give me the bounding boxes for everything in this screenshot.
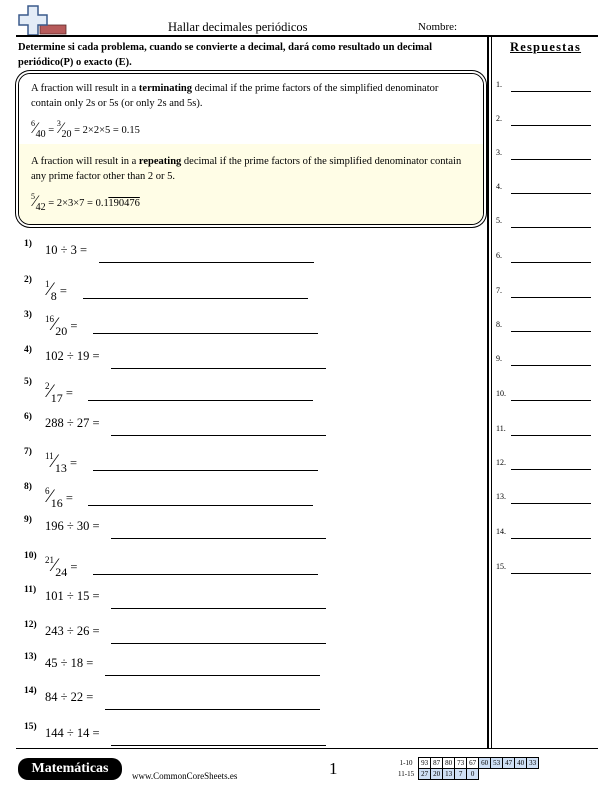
answer-number: 5. bbox=[496, 216, 502, 225]
answer-number: 14. bbox=[496, 527, 506, 536]
fraction: $^2$⁄17 bbox=[45, 381, 63, 405]
answer-line[interactable] bbox=[511, 159, 591, 160]
answer-number: 13. bbox=[496, 492, 506, 501]
problem-number: 15) bbox=[24, 722, 37, 732]
work-line[interactable] bbox=[88, 400, 313, 401]
instructions: Determine si cada problema, cuando se convierte a decimal, dará como resultado un decimal periódico(P) o exacto (E). bbox=[18, 42, 433, 68]
problem-number: 3) bbox=[24, 310, 32, 320]
answer-line[interactable] bbox=[511, 435, 591, 436]
problem-expression: $^2$⁄17 = bbox=[45, 381, 73, 405]
answer-line[interactable] bbox=[511, 331, 591, 332]
problem-expression: 102 ÷ 19 = bbox=[45, 349, 100, 363]
answer-item bbox=[496, 216, 596, 230]
problem-expression: 196 ÷ 30 = bbox=[45, 519, 100, 533]
answer-number: 12. bbox=[496, 458, 506, 467]
answer-line[interactable] bbox=[511, 400, 591, 401]
problem-expression: 288 ÷ 27 = bbox=[45, 416, 100, 430]
problem-number: 13) bbox=[24, 652, 37, 662]
problem-expression: $^{11}$⁄13 = bbox=[45, 451, 78, 475]
work-line[interactable] bbox=[111, 745, 326, 746]
work-line[interactable] bbox=[83, 298, 308, 299]
problem-number: 2) bbox=[24, 275, 32, 285]
answer-number: 11. bbox=[496, 424, 506, 433]
answer-number: 7. bbox=[496, 286, 502, 295]
score-cell: 73 bbox=[455, 758, 467, 769]
problem-number: 9) bbox=[24, 515, 32, 525]
column-divider bbox=[487, 36, 489, 748]
score-cell: 27 bbox=[419, 769, 431, 780]
work-line[interactable] bbox=[93, 574, 318, 575]
answer-item bbox=[496, 320, 596, 334]
fraction: $^{11}$⁄13 bbox=[45, 451, 67, 475]
answer-number: 10. bbox=[496, 389, 506, 398]
problem-expression: 243 ÷ 26 = bbox=[45, 624, 100, 638]
footer-divider bbox=[16, 748, 598, 749]
answer-line[interactable] bbox=[511, 125, 591, 126]
answer-number: 15. bbox=[496, 562, 506, 571]
problem-expression: 45 ÷ 18 = bbox=[45, 656, 94, 670]
work-line[interactable] bbox=[105, 709, 320, 710]
answer-line[interactable] bbox=[511, 297, 591, 298]
answer-item bbox=[496, 80, 596, 94]
fraction: $^{21}$⁄24 bbox=[45, 555, 68, 579]
answer-line[interactable] bbox=[511, 227, 591, 228]
header-divider bbox=[16, 35, 598, 37]
problem-number: 4) bbox=[24, 345, 32, 355]
answer-item bbox=[496, 148, 596, 162]
page-number: 1 bbox=[329, 759, 338, 778]
answer-number: 9. bbox=[496, 354, 502, 363]
problem-number: 8) bbox=[24, 482, 32, 492]
answer-item bbox=[496, 354, 596, 368]
site-url: www.CommonCoreSheets.es bbox=[132, 771, 238, 781]
answer-number: 6. bbox=[496, 251, 502, 260]
work-line[interactable] bbox=[111, 368, 326, 369]
problem-expression: $^1$⁄8 = bbox=[45, 279, 67, 303]
score-row-label: 11-15 bbox=[398, 770, 415, 778]
answer-item bbox=[496, 114, 596, 128]
answer-item bbox=[496, 251, 596, 265]
answer-line[interactable] bbox=[511, 503, 591, 504]
answer-number: 4. bbox=[496, 182, 502, 191]
problem-number: 12) bbox=[24, 620, 37, 630]
answer-item bbox=[496, 286, 596, 300]
answer-item bbox=[496, 424, 596, 438]
problem-expression: $^6$⁄16 = bbox=[45, 486, 73, 510]
answer-item bbox=[496, 389, 596, 403]
answer-line[interactable] bbox=[511, 193, 591, 194]
answer-item bbox=[496, 492, 596, 506]
answer-line[interactable] bbox=[511, 469, 591, 470]
score-cell: 93 bbox=[419, 758, 431, 769]
problem-number: 6) bbox=[24, 412, 32, 422]
answer-item bbox=[496, 182, 596, 196]
problem-number: 5) bbox=[24, 377, 32, 387]
score-cell: 40 bbox=[515, 758, 527, 769]
work-line[interactable] bbox=[93, 470, 318, 471]
answers-header: Respuestas bbox=[510, 40, 582, 54]
work-line[interactable] bbox=[111, 608, 326, 609]
score-cell: 87 bbox=[431, 758, 443, 769]
score-cell: 7 bbox=[455, 769, 467, 780]
info-box bbox=[18, 73, 484, 225]
answer-item bbox=[496, 562, 596, 576]
fraction: $^3$⁄20 bbox=[56, 119, 72, 140]
score-table bbox=[396, 757, 539, 780]
terminating-section bbox=[19, 74, 483, 144]
score-cell: 47 bbox=[503, 758, 515, 769]
answer-number: 1. bbox=[496, 80, 502, 89]
score-cell: 0 bbox=[467, 769, 479, 780]
name-label: Nombre: bbox=[418, 21, 458, 33]
score-cell: 67 bbox=[467, 758, 479, 769]
fraction: $^6$⁄16 bbox=[45, 486, 63, 510]
answer-line[interactable] bbox=[511, 573, 591, 574]
answer-item bbox=[496, 458, 596, 472]
answer-number: 8. bbox=[496, 320, 502, 329]
work-line[interactable] bbox=[105, 675, 320, 676]
work-line[interactable] bbox=[111, 538, 326, 539]
score-cell: 53 bbox=[491, 758, 503, 769]
answer-item bbox=[496, 527, 596, 541]
score-cell: 60 bbox=[479, 758, 491, 769]
problem-number: 10) bbox=[24, 551, 37, 561]
score-cell: 33 bbox=[527, 758, 539, 769]
terminating-keyword: terminating bbox=[138, 83, 192, 94]
fraction: $^{16}$⁄20 bbox=[45, 314, 68, 338]
answer-line[interactable] bbox=[511, 365, 591, 366]
column-divider-inner bbox=[491, 36, 492, 748]
score-cell: 13 bbox=[443, 769, 455, 780]
repeating-section bbox=[19, 144, 483, 224]
answer-line[interactable] bbox=[511, 91, 591, 92]
problem-expression: 101 ÷ 15 = bbox=[45, 589, 100, 603]
fraction: $^6$⁄40 bbox=[31, 119, 46, 140]
work-line[interactable] bbox=[111, 435, 326, 436]
repeating-digits: 190476 bbox=[108, 198, 140, 209]
problem-number: 1) bbox=[24, 239, 32, 249]
problem-expression: 144 ÷ 14 = bbox=[45, 726, 100, 740]
repeating-rule: A fraction will result in a repeating decimal if the prime factors of the simplified denominator contain any prime factor other than 2 or 5. bbox=[31, 156, 462, 182]
answer-number: 3. bbox=[496, 148, 502, 157]
problem-expression: 10 ÷ 3 = bbox=[45, 243, 88, 257]
problem-number: 14) bbox=[24, 686, 37, 696]
score-row bbox=[396, 769, 539, 780]
work-line[interactable] bbox=[88, 505, 313, 506]
problem-expression: 84 ÷ 22 = bbox=[45, 690, 94, 704]
answer-line[interactable] bbox=[511, 538, 591, 539]
repeating-example: $^5$⁄42 = 2×3×7 = 0.1190476 bbox=[31, 192, 140, 213]
score-cell: 20 bbox=[431, 769, 443, 780]
work-line[interactable] bbox=[111, 643, 326, 644]
problem-expression: $^{21}$⁄24 = bbox=[45, 555, 78, 579]
problem-expression: $^{16}$⁄20 = bbox=[45, 314, 78, 338]
problem-number: 7) bbox=[24, 447, 32, 457]
fraction: $^5$⁄42 bbox=[31, 192, 46, 213]
worksheet-title: Hallar decimales periódicos bbox=[168, 20, 308, 34]
answer-line[interactable] bbox=[511, 262, 591, 263]
score-cell: 80 bbox=[443, 758, 455, 769]
fraction: $^1$⁄8 bbox=[45, 279, 57, 303]
plus-logo-icon bbox=[18, 5, 68, 37]
terminating-rule: A fraction will result in a terminating decimal if the prime factors of the simplified denominator contain only 2s or 5s (or only 2s and 5s). bbox=[31, 83, 439, 109]
repeating-keyword: repeating bbox=[138, 156, 182, 167]
terminating-example: $^6$⁄40 = $^3$⁄20 = 2×2×5 = 0.15 bbox=[31, 119, 140, 140]
brand-badge: Matemáticas bbox=[18, 758, 122, 780]
work-line[interactable] bbox=[99, 262, 314, 263]
score-row-label: 1-10 bbox=[399, 759, 413, 767]
problem-number: 11) bbox=[24, 585, 37, 595]
score-row bbox=[396, 758, 539, 769]
work-line[interactable] bbox=[93, 333, 318, 334]
answer-number: 2. bbox=[496, 114, 502, 123]
